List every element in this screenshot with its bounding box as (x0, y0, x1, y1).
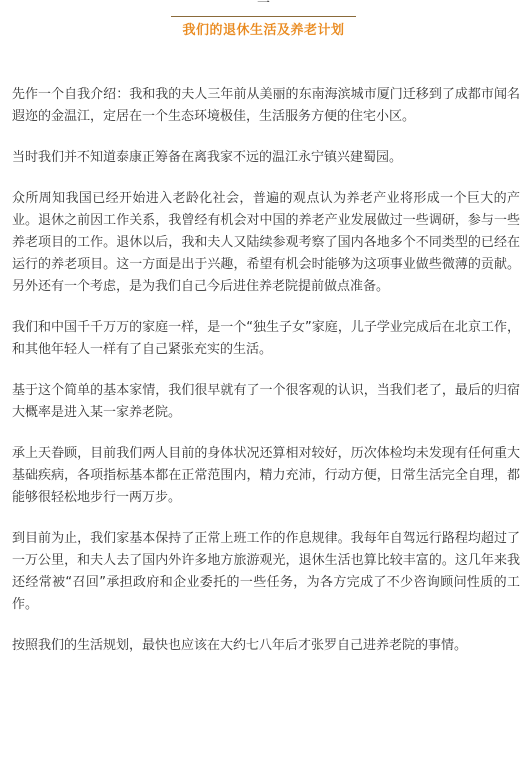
article-header (0, 0, 527, 48)
page-title: 我们的退休生活及养老计划 (182, 23, 345, 38)
paragraph-family-situation: 基于这个简单的基本家情，我们很早就有了一个很客观的认识，当我们老了，最后的归宿大概率是进入某一家养老院。 (12, 383, 520, 420)
paragraph-shuyuan: 当时我们并不知道泰康正筹备在离我家不远的温江永宁镇兴建蜀园。 (12, 150, 403, 165)
section-number: 一 (256, 0, 270, 11)
paragraph-only-child: 我们和中国千千万万的家庭一样，是一个“独生子女”家庭，儿子学业完成后在北京工作，和其他年轻人一样有了自己紧张充实的生活。 (12, 320, 520, 357)
paragraph-intro: 先作一个自我介绍：我和我的夫人三年前从美丽的东南海滨城市厦门迁移到了成都市闻名遐迩的金温江，定居在一个生态环境极佳，生活服务方便的住宅小区。 (12, 87, 520, 124)
article-body (12, 84, 520, 676)
paragraph-aging-society: 众所周知我国已经开始进入老龄化社会，普遍的观点认为养老产业将形成一个巨大的产业。退休之前因工作关系，我曾经有机会对中国的养老产业发展做过一些调研，参与一些养老项目的工作。退休以后，我和夫人又陆续参观考察了国内各地多个不同类型的已经在运行的养老项目。这一方面是出于兴趣，希望有机会时能够为这项事业做些微薄的贡献。另外还有一个考虑，是为我们自己今后进住养老院提前做点准备。 (12, 191, 520, 294)
paragraph-plan: 按照我们的生活规划，最快也应该在大约七八年后才张罗自己进养老院的事情。 (12, 638, 468, 653)
paragraph-health: 承上天眷顾，目前我们两人目前的身体状况还算相对较好，历次体检均未发现有任何重大基础疾病，各项指标基本都在正常范围内，精力充沛，行动方便，日常生活完全自理，都能够很轻松地步行一两万步。 (12, 446, 520, 505)
paragraph-routine: 到目前为止，我们家基本保持了正常上班工作的作息规律。我每年自驾远行路程均超过了一万公里，和夫人去了国内外许多地方旅游观光，退休生活也算比较丰富的。这几年来我还经常被“召回”承担政府和企业委托的一些任务，为各方完成了不少咨询顾问性质的工作。 (12, 531, 520, 612)
header-divider (171, 16, 356, 17)
